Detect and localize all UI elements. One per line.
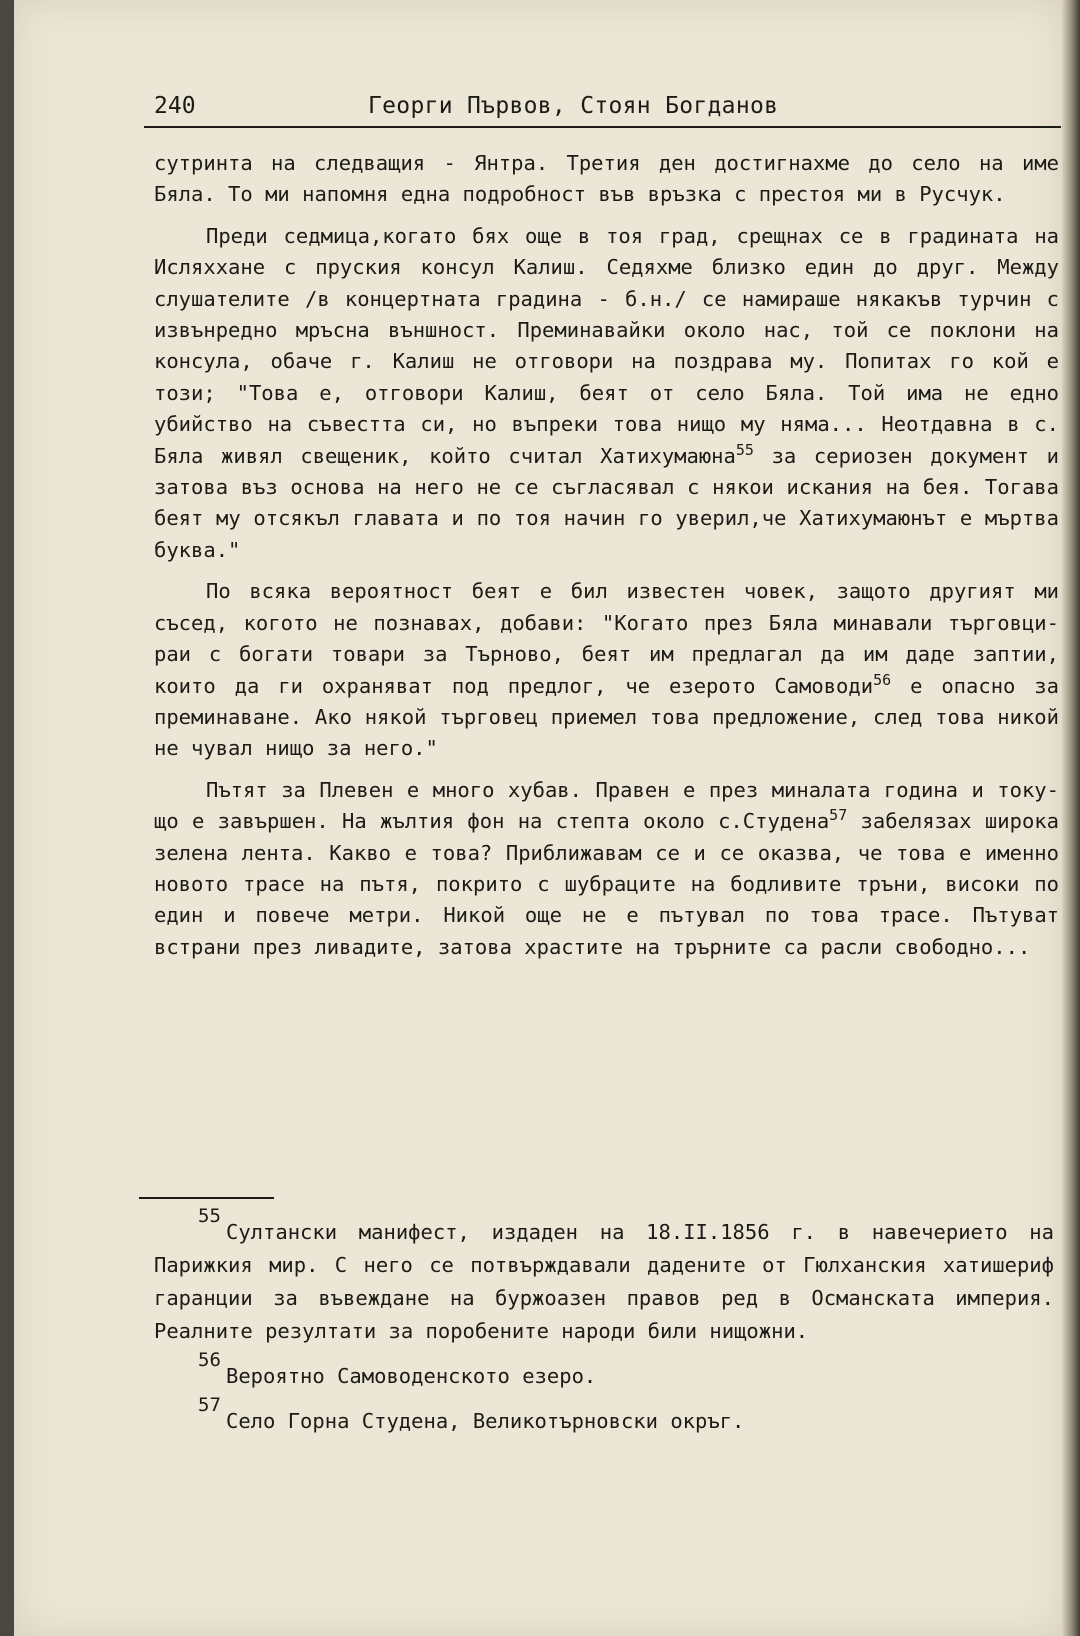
paragraph-1: сутринта на следващия - Янтра. Третия ден достигнахме до село на име Бяла. То ми напомня една подробност във връзка с престоя ми в Русчук.	[154, 151, 1059, 207]
footnote-number: 57	[198, 1394, 221, 1416]
footnote-text: Султански манифест, издаден на 18.II.1856 г. в навечерието на Парижкия мир. С него се потвърждавали дадените от Гюлханския хатишериф гаранции за въвеждане на буржоазен правов ред в Османската империя. Реалните резултати за поробените народи били нищожни.	[154, 1220, 1054, 1343]
page-number: 240	[154, 93, 196, 119]
footnote-number: 55	[198, 1205, 221, 1227]
footnotes	[154, 1205, 1054, 1450]
paragraph-4-text-b: забелязах широка зелена лента. Какво е това? Приближавам се и се оказва, че това е именно новото трасе на пътя, покрито с шубраците на бодливите тръни, високи по един и повече метри. Никой още не е пътувал по това трасе. Пътуват встрани през ливадите, затова храстите на трърните са расли свободно...	[154, 809, 1059, 959]
scan-left-edge	[0, 0, 14, 1636]
paragraph-3	[154, 576, 1059, 764]
footnote-separator	[139, 1197, 274, 1199]
footnote-56	[154, 1349, 1054, 1393]
footnote-text: Село Горна Студена, Великотърновски окръг.	[226, 1409, 745, 1433]
paragraph-2-text-a: Преди седмица,когато бях още в тоя град, срещнах се в градината на Исляххане с пруския консул Калиш. Седяхме близко един до друг. Между слушателите /в концертната градина - б.н./ се намираше някакъв турчин с извънредно мръсна външност. Преминавайки около нас, той се поклони на консула, обаче г. Калиш не отговори на поздрава му. Попитах го кой е този; "Това е, отговори Калиш, беят от село Бяла. Той има не едно убийство на съвестта си, но въпреки това нищо му няма... Неотдавна в с. Бяла живял свещеник, който считал Хатихумаюна	[154, 223, 1059, 468]
footnote-ref-56: 56	[873, 670, 892, 689]
footnote-55	[154, 1205, 1054, 1348]
paragraph-3-text-a: По всяка вероятност беят е бил известен човек, защото другият ми съсед, когото не познавах, добави: "Когато през Бяла минавали търговци-раи с богати товари за Търново, беят им предлагал да им даде заптии, които да ги охраняват под предлог, че езерото Самоводи	[154, 579, 1059, 698]
footnote-number: 56	[198, 1349, 221, 1371]
footnote-57	[154, 1394, 1054, 1438]
footnote-ref-55: 55	[735, 440, 754, 459]
book-page	[14, 0, 1062, 1636]
paragraph-3-text-b: е опасно за преминаване. Ако някой търговец приемел това предложение, след това никой не чувал нищо за него."	[154, 673, 1059, 761]
paragraph-4	[154, 775, 1059, 963]
paragraph-2-text-b: за сериозен документ и затова въз основа на него не се съгласявал с някои искания на бея. Тогава беят му отсякъл главата и по тоя начин го уверил,че Хатихумаюнът е мъртва буква."	[154, 443, 1059, 562]
page-header	[144, 84, 1061, 128]
footnote-ref-57: 57	[829, 806, 848, 825]
running-title: Георги Първов, Стоян Богданов	[368, 93, 779, 119]
paragraph-2	[154, 221, 1059, 566]
footnote-text: Вероятно Самоводенското езеро.	[226, 1364, 597, 1388]
scan-right-edge	[1062, 0, 1080, 1636]
paragraph-4-text-a: Пътят за Плевен е много хубав. Правен е през миналата година и току-що е завършен. На жълтия фон на степта около с.Студена	[154, 777, 1059, 834]
body-text	[154, 148, 1059, 973]
